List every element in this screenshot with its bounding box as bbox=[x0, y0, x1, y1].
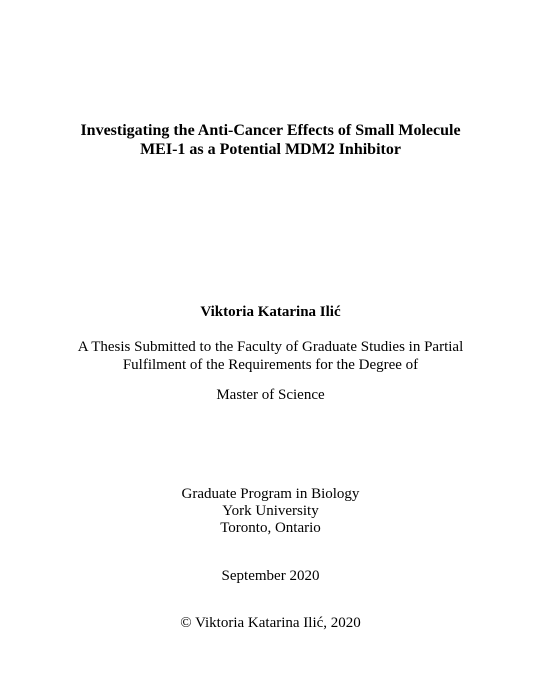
thesis-title-line-1: Investigating the Anti-Cancer Effects of Small Molecule bbox=[80, 122, 461, 139]
thesis-title-line-2: MEI-1 as a Potential MDM2 Inhibitor bbox=[140, 141, 401, 158]
submission-date: September 2020 bbox=[221, 568, 320, 584]
university-location: Toronto, Ontario bbox=[220, 520, 321, 536]
submission-statement-line-2: Fulfilment of the Requirements for the Degree of bbox=[122, 357, 419, 373]
copyright-notice: © Viktoria Katarina Ilić, 2020 bbox=[180, 615, 361, 631]
submission-statement-line-1: A Thesis Submitted to the Faculty of Graduate Studies in Partial bbox=[77, 339, 464, 355]
author-name: Viktoria Katarina Ilić bbox=[200, 304, 341, 320]
program-name: Graduate Program in Biology bbox=[181, 486, 360, 502]
degree-name: Master of Science bbox=[216, 387, 325, 403]
university-name: York University bbox=[222, 503, 319, 519]
